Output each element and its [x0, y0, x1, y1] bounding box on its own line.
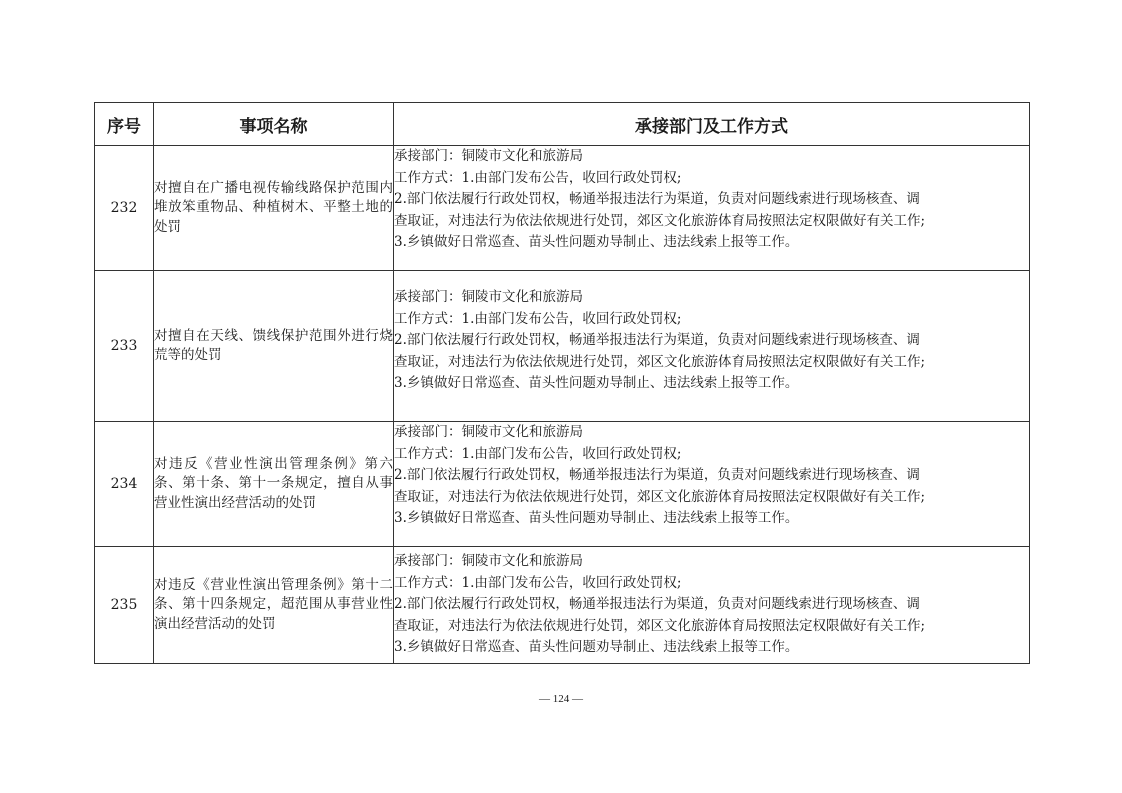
dept-line: 3.乡镇做好日常巡查、苗头性问题劝导制止、违法线索上报等工作。	[394, 234, 799, 250]
row-num: 234	[95, 422, 154, 547]
row-item: 对擅自在广播电视传输线路保护范围内堆放笨重物品、种植树木、平整土地的处罚	[154, 146, 394, 271]
dept-line: 查取证，对违法行为依法依规进行处罚，郊区文化旅游体育局按照法定权限做好有关工作;	[394, 488, 926, 505]
dept-line: 2.部门依法履行行政处罚权，畅通举报违法行为渠道，负责对问题线索进行现场核查、调	[394, 596, 920, 612]
dept-line: 3.乡镇做好日常巡查、苗头性问题劝导制止、违法线索上报等工作。	[394, 510, 799, 526]
dept-line: 承接部门：铜陵市文化和旅游局	[394, 424, 583, 440]
dept-line: 查取证，对违法行为依法依规进行处罚，郊区文化旅游体育局按照法定权限做好有关工作;	[394, 617, 926, 634]
table-row	[95, 547, 1030, 664]
row-num: 235	[95, 547, 154, 664]
table-row	[95, 146, 1030, 271]
row-dept	[394, 547, 1030, 664]
page-number: — 124 —	[539, 693, 583, 705]
dept-line: 工作方式：1.由部门发布公告，收回行政处罚权;	[394, 574, 682, 591]
table-row	[95, 422, 1030, 547]
row-item: 对擅自在天线、馈线保护范围外进行烧荒等的处罚	[154, 271, 394, 422]
table-row	[95, 271, 1030, 422]
row-item: 对违反《营业性演出管理条例》第十二条、第十四条规定，超范围从事营业性演出经营活动的处罚	[154, 547, 394, 664]
dept-line: 工作方式：1.由部门发布公告，收回行政处罚权;	[394, 169, 682, 186]
row-num: 233	[95, 271, 154, 422]
header-row	[95, 103, 1030, 146]
row-item: 对违反《营业性演出管理条例》第六条、第十条、第十一条规定，擅自从事营业性演出经营活动的处罚	[154, 422, 394, 547]
row-dept	[394, 146, 1030, 271]
header-num: 序号	[95, 103, 154, 146]
dept-line: 承接部门：铜陵市文化和旅游局	[394, 148, 583, 164]
dept-line: 承接部门：铜陵市文化和旅游局	[394, 289, 583, 305]
header-dept: 承接部门及工作方式	[394, 103, 1030, 146]
row-dept	[394, 271, 1030, 422]
matters-table	[94, 102, 1030, 664]
dept-line: 承接部门：铜陵市文化和旅游局	[394, 553, 583, 569]
header-item: 事项名称	[154, 103, 394, 146]
dept-line: 工作方式：1.由部门发布公告，收回行政处罚权;	[394, 310, 682, 327]
dept-line: 2.部门依法履行行政处罚权，畅通举报违法行为渠道，负责对问题线索进行现场核查、调	[394, 332, 920, 348]
dept-line: 查取证，对违法行为依法依规进行处罚，郊区文化旅游体育局按照法定权限做好有关工作;	[394, 353, 926, 370]
dept-line: 2.部门依法履行行政处罚权，畅通举报违法行为渠道，负责对问题线索进行现场核查、调	[394, 467, 920, 483]
dept-line: 查取证，对违法行为依法依规进行处罚，郊区文化旅游体育局按照法定权限做好有关工作;	[394, 212, 926, 229]
dept-line: 3.乡镇做好日常巡查、苗头性问题劝导制止、违法线索上报等工作。	[394, 639, 799, 655]
dept-line: 2.部门依法履行行政处罚权，畅通举报违法行为渠道，负责对问题线索进行现场核查、调	[394, 191, 920, 207]
dept-line: 3.乡镇做好日常巡查、苗头性问题劝导制止、违法线索上报等工作。	[394, 375, 799, 391]
dept-line: 工作方式：1.由部门发布公告，收回行政处罚权;	[394, 445, 682, 462]
row-dept	[394, 422, 1030, 547]
row-num: 232	[95, 146, 154, 271]
